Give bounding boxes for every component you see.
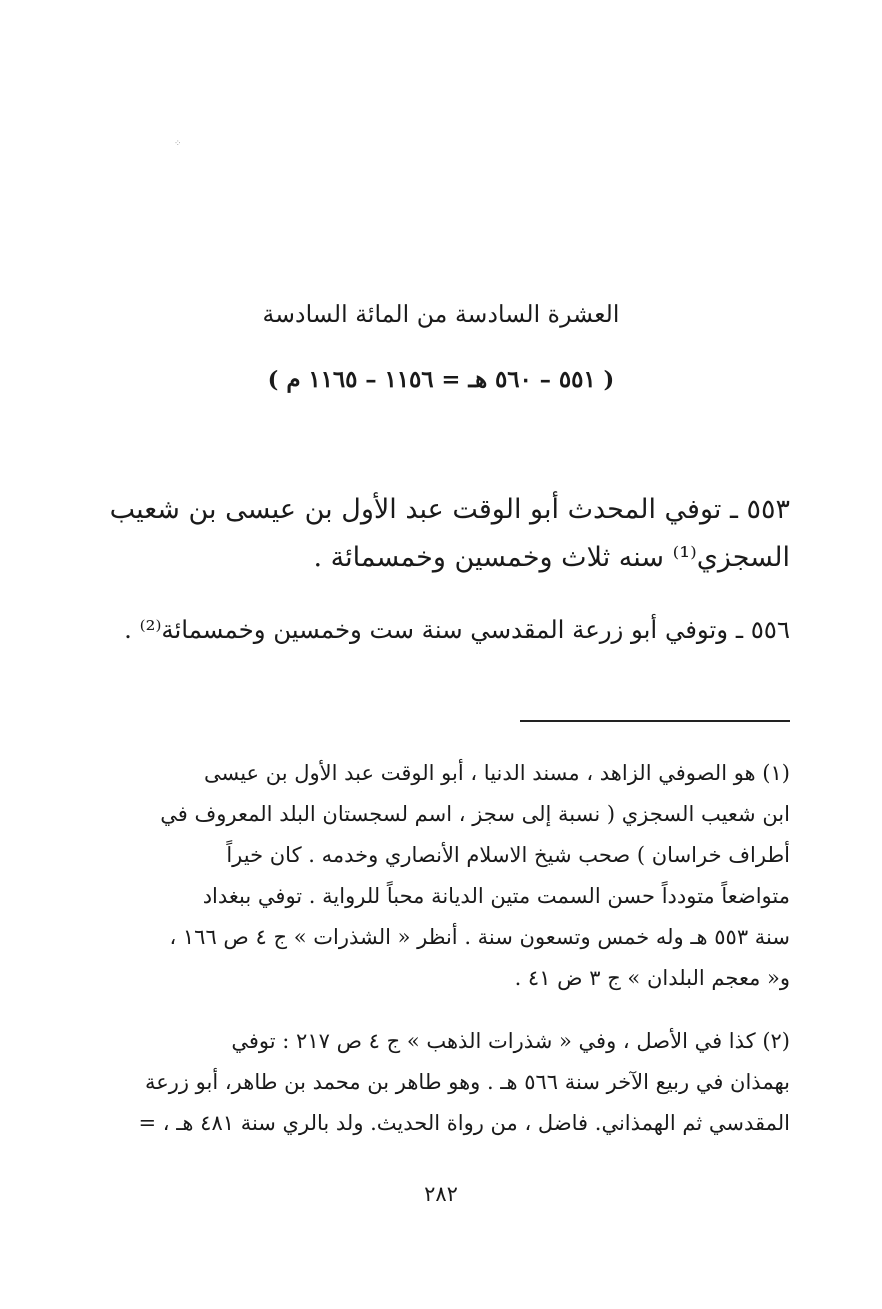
footnote-line: (١) هو الصوفي الزاهد ، مسند الدنيا ، أبو الوقت عبد الأول بن عيسى (203, 761, 790, 785)
section-title: العشرة السادسة من المائة السادسة (262, 300, 620, 328)
footnote-line: متواضعاً متودداً حسن السمت متين الديانة محباً للرواية . توفي ببغداد (202, 884, 790, 908)
footnote-line: بهمذان في ربيع الآخر سنة ٥٦٦ هـ . وهو طاهر بن محمد بن طاهر، أبو زرعة (144, 1070, 790, 1094)
page-number: ٢٨٢ (424, 1182, 458, 1206)
footnote-line: ابن شعيب السجزي ( نسبة إلى سجز ، اسم لسجستان البلد المعروف في (160, 802, 790, 826)
footnote-line: المقدسي ثم الهمذاني. فاضل ، من رواة الحديث. ولد بالري سنة ٤٨١ هـ ، = (138, 1111, 790, 1135)
entry-556 (110, 606, 790, 654)
footnote-divider (520, 720, 790, 722)
footnote-line: و« معجم البلدان » ج ٣ ض ٤١ . (514, 966, 790, 990)
entry-553 (110, 486, 790, 582)
entry-line: السجزي⁽¹⁾ سنه ثلاث وخمسين وخمسمائة . (313, 542, 790, 573)
entry-line: ٥٥٣ ـ توفي المحدث أبو الوقت عبد الأول بن عيسى بن شعيب (109, 494, 790, 525)
entry-line: ٥٥٦ ـ وتوفي أبو زرعة المقدسي سنة ست وخمسين وخمسمائة⁽²⁾ . (124, 615, 790, 644)
footnote-1 (110, 753, 790, 999)
ink-speck: ⁘ (174, 139, 182, 149)
footnote-line: (٢) كذا في الأصل ، وفي « شذرات الذهب » ج ٤ ص ٢١٧ : توفي (231, 1029, 790, 1053)
footnote-line: سنة ٥٥٣ هـ وله خمس وتسعون سنة . أنظر « الشذرات » ج ٤ ص ١٦٦ ، (169, 925, 790, 949)
footnote-2 (110, 1021, 790, 1144)
footnote-line: أطراف خراسان ) صحب شيخ الاسلام الأنصاري وخدمه . كان خيراً (226, 843, 790, 867)
section-date-range: ( ٥٥١ – ٥٦٠ هـ = ١١٥٦ – ١١٦٥ م ) (267, 367, 615, 393)
